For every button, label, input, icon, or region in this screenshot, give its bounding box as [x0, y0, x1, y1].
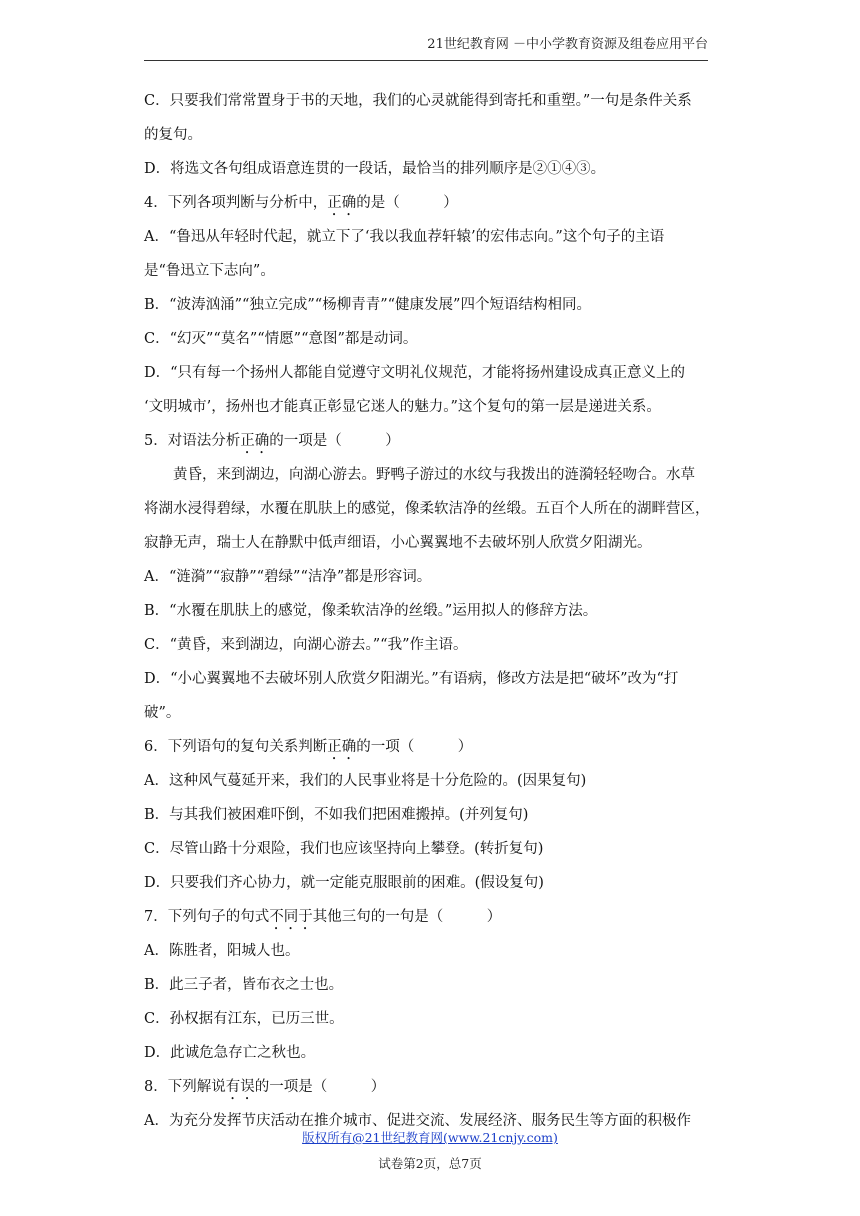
- question-text: 的一项是（ ）: [269, 433, 400, 449]
- text-line: B．此三子者，皆布衣之士也。: [144, 977, 344, 993]
- text-line: D．只要我们齐心协力，就一定能克服眼前的困难。(假设复句): [144, 875, 544, 891]
- text-line: [144, 424, 718, 458]
- question-text: 的一项（ ）: [356, 739, 473, 755]
- text-line: A．陈胜者，阳城人也。: [144, 943, 300, 959]
- question-text: 5．对语法分析: [144, 433, 241, 449]
- text-line: 是“鲁迅立下志向”。: [144, 263, 275, 279]
- question-text: 6．下列语句的复句关系判断: [144, 739, 328, 755]
- text-line: [144, 900, 718, 934]
- text-line: A．这种风气蔓延开来，我们的人民事业将是十分危险的。(因果复句): [144, 773, 587, 789]
- text-line: B．与其我们被困难吓倒，不如我们把困难搬掉。(并列复句): [144, 807, 529, 823]
- text-line: 的复句。: [144, 127, 202, 143]
- text-line: D．此诚危急存亡之秋也。: [144, 1045, 316, 1061]
- emphasized-word: 不同于: [269, 909, 313, 925]
- text-line: ‘文明城市’，扬州也才能真正彰显它迷人的魅力。”这个复句的第一层是递进关系。: [144, 399, 661, 415]
- question-text: 的一项是（ ）: [254, 1079, 386, 1095]
- text-line: A．“鲁迅从年轻时代起，就立下了‘我以我血荐轩辕’的宏伟志向。”这个句子的主语: [144, 229, 665, 245]
- question-text: 的是（ ）: [356, 195, 458, 211]
- text-line: C．只要我们常常置身于书的天地，我们的心灵就能得到寄托和重塑。”一句是条件关系: [144, 93, 692, 109]
- text-line: D．“小心翼翼地不去破坏别人欣赏夕阳湖光。”有语病，修改方法是把“破坏”改为“打: [144, 671, 679, 687]
- document-body: [144, 84, 718, 1138]
- text-line: B．“波涛汹涌”“独立完成”“杨柳青青”“健康发展”四个短语结构相同。: [144, 297, 591, 313]
- copyright-link[interactable]: 版权所有@21世纪教育网(www.21cnjy.com): [302, 1130, 558, 1145]
- question-text: 7．下列句子的句式: [144, 909, 270, 925]
- text-line: B．“水覆在肌肤上的感觉，像柔软洁净的丝缎。”运用拟人的修辞方法。: [144, 603, 598, 619]
- text-line: C．尽管山路十分艰险，我们也应该坚持向上攀登。(转折复句): [144, 841, 544, 857]
- text-line: C．“黄昏，来到湖边，向湖心游去。”“我”作主语。: [144, 637, 468, 653]
- header-rule: [144, 60, 708, 61]
- text-line: 寂静无声，瑞士人在静默中低声细语，小心翼翼地不去破坏别人欣赏夕阳湖光。: [144, 535, 652, 551]
- text-line: 将湖水浸得碧绿，水覆在肌肤上的感觉，像柔软洁净的丝缎。五百个人所在的湖畔营区，: [144, 501, 710, 517]
- header-tagline: 中小学教育资源及组卷应用平台: [525, 37, 708, 52]
- emphasized-word: 正确: [327, 195, 357, 211]
- header-separator: －: [508, 37, 526, 52]
- text-line: C．孙权据有江东，已历三世。: [144, 1011, 344, 1027]
- page-header: [427, 33, 708, 52]
- question-text: 8．下列解说: [144, 1079, 226, 1095]
- text-line: [144, 1070, 718, 1104]
- question-text: 4．下列各项判断与分析中，: [144, 195, 328, 211]
- text-line: A．为充分发挥节庆活动在推介城市、促进交流、发展经济、服务民生等方面的积极作: [144, 1113, 691, 1129]
- emphasized-word: 正确: [240, 433, 270, 449]
- page-number: 试卷第2页，总7页: [378, 1156, 482, 1171]
- text-line: A．“涟漪”“寂静”“碧绿”“洁净”都是形容词。: [144, 569, 432, 585]
- text-line: 黄昏，来到湖边，向湖心游去。野鸭子游过的水纹与我拨出的涟漪轻轻吻合。水草: [173, 467, 695, 483]
- text-line: C．“幻灭”“莫名”“情愿”“意图”都是动词。: [144, 331, 418, 347]
- text-line: D．“只有每一个扬州人都能自觉遵守文明礼仪规范，才能将扬州建设成真正意义上的: [144, 365, 686, 381]
- text-line: [144, 730, 718, 764]
- question-text: 其他三句的一句是（ ）: [312, 909, 502, 925]
- emphasized-word: 正确: [327, 739, 357, 755]
- text-line: 破”。: [144, 705, 181, 721]
- text-line: D．将选文各句组成语意连贯的一段话，最恰当的排列顺序是②①④③。: [144, 161, 606, 177]
- header-site-name: 21世纪教育网: [427, 37, 509, 52]
- text-line: [144, 186, 718, 220]
- emphasized-word: 有误: [225, 1079, 255, 1095]
